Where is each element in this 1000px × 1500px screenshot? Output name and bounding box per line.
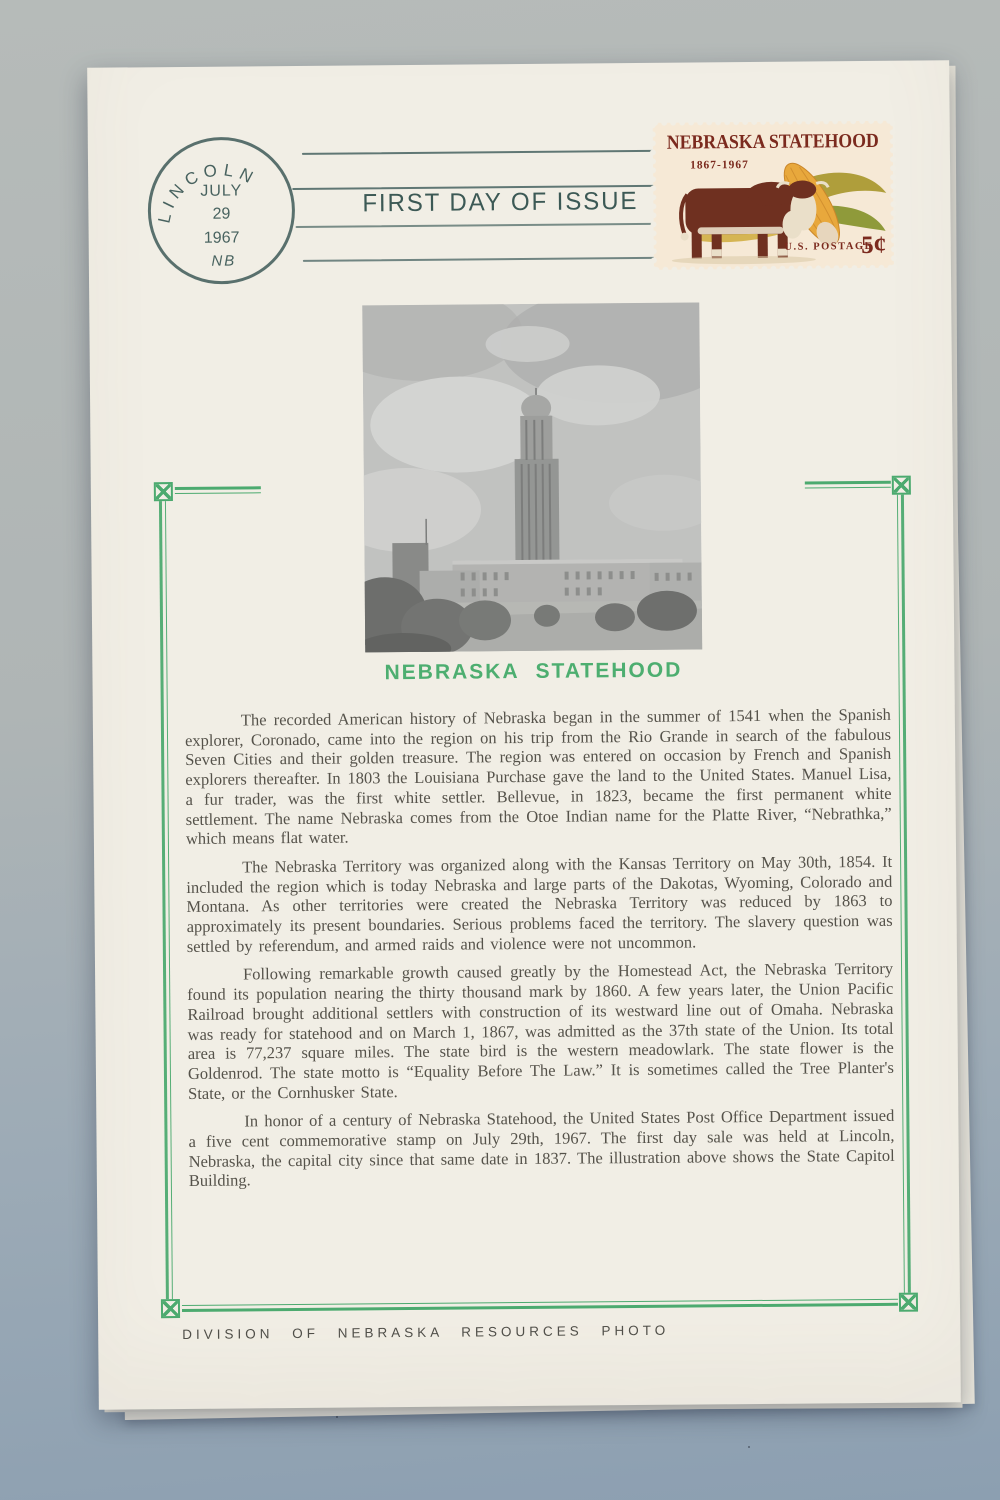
- capitol-building-photo: [362, 302, 702, 652]
- stamp-title: NEBRASKA STATEHOOD: [666, 129, 894, 154]
- article-title: NEBRASKA STATEHOOD: [384, 658, 683, 685]
- nebraska-statehood-stamp: [653, 121, 894, 270]
- frame-top-rule-left: [175, 486, 261, 494]
- article-paragraph-1: The recorded American history of Nebraska began in the summer of 1541 when the Spanish explorer, Coronado, came into the region on his trip from the Rio Grande in search of the fabulous Seven Cities and their golden treasure. The region was entered on occasion by French and Spanish explorers thereafter. In 1803 the Louisiana Purchase gave the land to the United States. Manuel Lisa, a fur trader, was the first white settler. Bellevue, in 1823, became the first permanent white settlement. The name Nebraska comes from the Otoe Indian name for the Platte River, “Nebrathka,” which means flat water.: [184, 704, 892, 849]
- postmark-state: NB: [211, 252, 237, 270]
- first-day-cover-page: [87, 60, 961, 1409]
- postmark-year: 1967: [203, 229, 240, 247]
- postmark-month: JULY: [200, 182, 243, 200]
- article-body: [185, 705, 895, 1200]
- dust-speck: [748, 1446, 750, 1448]
- stamp-perforation-right: [889, 119, 898, 270]
- first-day-of-issue-text: FIRST DAY OF ISSUE: [362, 186, 639, 218]
- bull-belly-patch: [698, 227, 784, 235]
- article-paragraph-3: Following remarkable growth caused greatly by the Homestead Act, the Nebraska Territory found its population nearing the thirty thousand mark by 1860. A few years later, the Union Pacific Railroad brought additional settlers with construction of its westward line out of Omaha. Nebraska was ready for statehood and on March 1, 1867, was admitted as the 37th state of the Union. Its total area is 77,237 square miles. The state bird is the western meadowlark. The state flower is the Goldenrod. The state motto is “Equality Before The Law.” It is sometimes called the Tree Planter's State, or the Cornhusker State.: [187, 959, 894, 1103]
- cancel-bar: [302, 150, 654, 155]
- stamp-perforation-bottom: [652, 264, 896, 274]
- postmark-day: 29: [212, 205, 231, 223]
- cancel-bar: [303, 257, 655, 262]
- cancel-bar: [296, 223, 655, 228]
- dust-speck: [336, 1416, 338, 1418]
- stamp-artwork: [653, 121, 894, 270]
- frame-right-rule: [897, 495, 911, 1293]
- postmark-cancel: [143, 132, 300, 289]
- frame-bottom-rule: [182, 1299, 898, 1312]
- stamp-postage-label: U.S. POSTAGE: [784, 240, 874, 253]
- photo-credit: DIVISION OF NEBRASKA RESOURCES PHOTO: [182, 1322, 670, 1343]
- frame-corner-ornament: [154, 482, 173, 501]
- stamp-perforation-left: [649, 121, 658, 272]
- article-paragraph-2: The Nebraska Territory was organized along with the Kansas Territory on May 30th, 1854. It included the region which is today Nebraska and large parts of the Dakotas, Wyoming, Colorado and Montana. As other territories were created the Nebraska Territory was reduced by 1863 to approximately its present boundaries. Serious problems faced the territory. The slavery question was settled by referendum, and armed raids and violence were not uncommon.: [186, 851, 893, 956]
- stamp-denomination: 5¢: [861, 231, 887, 260]
- stamp-dates: 1867-1967: [689, 159, 749, 172]
- frame-corner-ornament: [892, 476, 911, 495]
- article-paragraph-4: In honor of a century of Nebraska Statehood, the United States Post Office Department issued a five cent commemorative stamp on July 29th, 1967. The first day sale was held at Lincoln, Nebraska, the capital city since that same date in 1837. The illustration above shows the State Capitol Building.: [188, 1106, 895, 1191]
- frame-corner-ornament: [161, 1299, 180, 1318]
- frame-left-rule: [159, 501, 173, 1299]
- postmark-city: LINCOLN: [154, 159, 261, 225]
- frame-top-rule-right: [805, 481, 891, 489]
- frame-corner-ornament: [899, 1293, 918, 1312]
